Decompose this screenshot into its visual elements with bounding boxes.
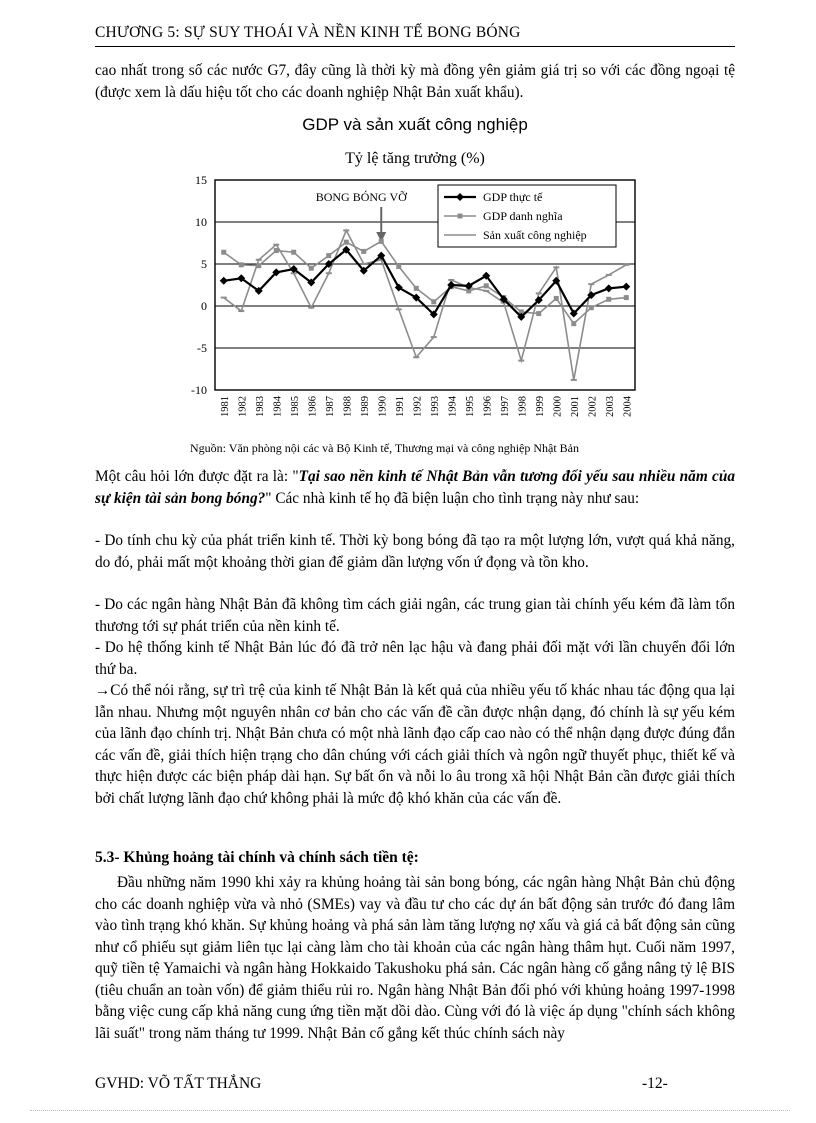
- series-line: [224, 250, 627, 317]
- page-header: CHƯƠNG 5: SỰ SUY THOÁI VÀ NỀN KINH TẾ BONG BÓNG: [95, 24, 521, 41]
- chart-subtitle: Tỷ lệ tăng trưởng (%): [345, 150, 485, 167]
- x-tick-label: 1990: [377, 396, 389, 417]
- question-paragraph: [95, 466, 735, 509]
- data-point: [344, 240, 349, 245]
- bubble-burst-annotation: BONG BÓNG VỠ: [315, 190, 407, 204]
- data-point: [605, 284, 613, 292]
- legend-marker: [458, 214, 463, 219]
- data-point: [220, 277, 228, 285]
- data-point: [326, 253, 331, 258]
- data-point: [379, 239, 384, 244]
- x-tick-label: 2003: [604, 396, 616, 417]
- data-point: [571, 321, 576, 326]
- intro-paragraph: cao nhất trong số các nước G7, đây cũng là thời kỳ mà đồng yên giảm giá trị so với các đồng ngoại tệ (được xem là dấu hiệu tốt cho các doanh nghiệp Nhật Bản xuất khẩu).: [95, 62, 735, 101]
- x-tick-label: 2001: [569, 396, 581, 417]
- x-tick-label: 1992: [412, 396, 424, 417]
- data-point: [536, 311, 541, 316]
- data-point: [606, 297, 611, 302]
- y-tick-label: 10: [195, 215, 207, 229]
- data-point: [431, 299, 436, 304]
- x-tick-label: 1989: [359, 396, 371, 417]
- bullet-item: - Do các ngân hàng Nhật Bản đã không tìm cách giải ngân, các trung gian tài chính yếu kém đã làm tổn thương tới sự phát triển của nền kinh tế.: [95, 596, 735, 635]
- x-tick-label: 1995: [464, 396, 476, 417]
- data-point: [554, 296, 559, 301]
- x-tick-label: 2000: [552, 396, 564, 417]
- y-tick-label: -10: [191, 383, 207, 397]
- data-point: [256, 263, 261, 268]
- series-line: [224, 241, 627, 323]
- footer-author: GVHD: VÕ TẤT THẮNG: [95, 1075, 262, 1092]
- data-point: [291, 250, 296, 255]
- x-tick-label: 1996: [482, 396, 494, 417]
- data-point: [589, 305, 594, 310]
- conclusion-paragraph: →Có thể nói rằng, sự trì trệ của kinh tế Nhật Bản là kết quả của nhiều yếu tố khác nhau tác động qua lại lẫn nhau. Nhưng một nguyên nhân cơ bản cho các vấn đề cần được nhận dạng, đó chính là sự yếu kém của lãnh đạo chính trị. Nhật Bản chưa có một nhà lãnh đạo cấp cao nào có thể nhận dạng được đúng đắn các vấn đề, giải thích hiện trạng cho dân chúng với cách giải thích và ngôn ngữ thuyết phục, thiết kế và thực hiện được các biện pháp dài hạn. Sự bất ổn và nỗi lo âu trong xã hội Nhật Bản cần được giải thích bởi chất lượng lãnh đạo chứ không phải là mức độ khó khăn của các vấn đề.: [95, 682, 735, 807]
- question-prefix: Một câu hỏi lớn được đặt ra là: ": [95, 468, 299, 485]
- bullet-item: - Do hệ thống kinh tế Nhật Bản lúc đó đã trở nên lạc hậu và đang phải đối mặt với lần chuyển đổi lớn thứ ba.: [95, 639, 735, 678]
- x-tick-label: 1982: [237, 396, 249, 417]
- chart-source: Nguồn: Văn phòng nội các và Bộ Kinh tế, Thương mại và công nghiệp Nhật Bản: [190, 441, 580, 455]
- x-tick-label: 1984: [272, 396, 284, 417]
- data-point: [274, 248, 279, 253]
- section-title: 5.3- Khủng hoảng tài chính và chính sách tiền tệ:: [95, 849, 419, 866]
- header-rule: [95, 46, 735, 47]
- x-tick-label: 1998: [517, 396, 529, 417]
- legend-label: GDP danh nghĩa: [483, 209, 563, 223]
- bullet-item: - Do tính chu kỳ của phát triển kinh tế. Thời kỳ bong bóng đã tạo ra một lượng lớn, vượt quá khả năng, do đó, phải mất một khoảng thời gian để giảm dần lượng vốn ứ đọng và tồn kho.: [95, 532, 735, 571]
- legend-label: GDP thực tế: [483, 190, 543, 204]
- y-tick-label: 5: [201, 257, 207, 271]
- x-tick-label: 1985: [289, 396, 301, 417]
- x-tick-label: 1999: [534, 396, 546, 417]
- data-point: [221, 250, 226, 255]
- data-point: [396, 264, 401, 269]
- legend-label: Sản xuất công nghiệp: [483, 228, 587, 242]
- question-suffix: " Các nhà kinh tế họ đã biện luận cho tình trạng này như sau:: [265, 489, 640, 507]
- data-point: [484, 283, 489, 288]
- page-number: -12-: [642, 1075, 668, 1092]
- x-tick-label: 2004: [622, 396, 634, 417]
- data-point: [309, 266, 314, 271]
- x-tick-label: 2002: [587, 396, 599, 417]
- y-tick-label: -5: [197, 341, 207, 355]
- y-tick-label: 0: [201, 299, 207, 313]
- gdp-chart: [180, 175, 640, 440]
- section-body: Đầu những năm 1990 khi xảy ra khủng hoảng tài sản bong bóng, các ngân hàng Nhật Bản chủ động cho các doanh nghiệp vừa và nhỏ (SMEs) vay và đầu tư cho các dự án bất động sản trước đó đang lâm vào tình trạng khó khăn. Sự khủng hoảng và phá sản làm tăng lượng nợ xấu và giá cả bất động sản cũng như cổ phiếu sụt giảm liên tục lại càng làm cho tài khoản của các ngân hàng thâm hụt. Cuối năm 1997, quỹ tiền tệ Yamaichi và ngân hàng Hokkaido Takushoku phá sản. Các ngân hàng cố gắng nâng tỷ lệ BIS (tiêu chuẩn an toàn vốn) để giảm thiểu rủi ro. Ngân hàng Nhật Bản đối phó với khủng hoảng 1997-1998 bằng việc cung cấp khả năng cung ứng tiền mặt dồi dào. Cùng với đó là việc áp dụng "chính sách không lãi suất" trong năm tháng tư 1999. Nhật Bản cố gắng kết thúc chính sách này: [95, 874, 735, 1042]
- data-point: [414, 286, 419, 291]
- data-point: [622, 283, 630, 291]
- x-tick-label: 1987: [324, 396, 336, 417]
- data-point: [361, 249, 366, 254]
- data-point: [624, 295, 629, 300]
- x-tick-label: 1994: [447, 396, 459, 417]
- footer-divider: [30, 1110, 790, 1111]
- x-tick-label: 1991: [394, 396, 406, 417]
- x-tick-label: 1981: [219, 396, 231, 417]
- y-tick-label: 15: [195, 175, 207, 187]
- x-tick-label: 1988: [342, 396, 354, 417]
- x-tick-label: 1986: [307, 396, 319, 417]
- question-text: Tại sao nền kinh tế Nhật Bản vẫn tương đối yếu sau nhiều năm của sự kiện tài sản bong bóng?: [95, 468, 735, 507]
- chart-title: GDP và sản xuất công nghiệp: [302, 115, 528, 134]
- data-point: [239, 262, 244, 267]
- x-tick-label: 1993: [429, 396, 441, 417]
- x-tick-label: 1983: [254, 396, 266, 417]
- x-tick-label: 1997: [499, 396, 511, 417]
